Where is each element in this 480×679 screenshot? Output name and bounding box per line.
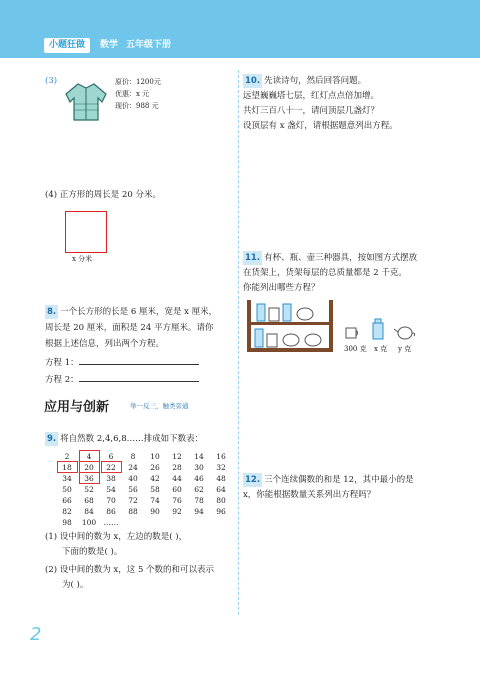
table-cell: 74 [150,496,160,505]
table-cell: 56 [128,485,138,494]
table-cell: 12 [172,452,182,461]
table-cell: 58 [150,485,160,494]
page-number: 2 [30,624,42,645]
table-cell: 68 [84,496,94,505]
teapot-icon [394,324,416,340]
weight-cup: 300 克 [344,345,367,353]
table-cell: 64 [216,485,226,494]
table-cell: 10 [150,452,160,461]
shelf-illustration [245,298,335,354]
table-cell: 38 [106,474,116,483]
header-badge: 小题狂做 [44,38,90,53]
table-cell: 4 [86,452,92,461]
table-cell: 72 [128,496,138,505]
q9-s1a: (1) 设中间的数为 x，左边的数是( )， [45,532,188,542]
q11-line1: 11. 有杯、瓶、壶三种器具，按如图方式摆放 [245,253,418,263]
q12-line1: 12. 三个连续偶数的和是 12，其中最小的是 [245,475,414,485]
q10-line4: 设顶层有 x 盏灯，请根据题意列出方程。 [243,121,398,131]
table-cell: 46 [194,474,204,483]
table-cell: 70 [106,496,116,505]
q8-eq1: 方程 1： [45,354,199,370]
table-cell: 92 [172,507,182,516]
table-cell: 18 [62,463,72,472]
table-cell: 34 [62,474,72,483]
section-subtitle: 举一反三，触类旁通 [130,402,189,410]
table-cell: 20 [84,463,94,472]
highlight-box [57,461,78,473]
table-cell: 90 [150,507,160,516]
table-cell: 14 [194,452,204,461]
table-cell: 44 [172,474,182,483]
highlight-box [101,461,122,473]
table-cell: 36 [84,474,94,483]
bottle-icon [372,318,384,340]
table-cell: 62 [194,485,204,494]
table-cell: 30 [194,463,204,472]
table-cell: 96 [216,507,226,516]
q11-line3: 你能列出哪些方程？ [243,283,320,293]
table-cell: 6 [108,452,114,461]
q9-text: 9. 将自然数 2,4,6,8……排成如下数表： [47,434,204,444]
q8-eq2: 方程 2： [45,371,199,387]
table-cell: 24 [128,463,138,472]
jacket-icon [62,80,110,122]
q8-line2: 周长是 20 厘米，面积是 24 平方厘米。请你 [45,323,214,333]
table-cell: 80 [216,496,226,505]
table-cell: 88 [128,507,138,516]
q3-now: 现价：988 元 [115,102,159,110]
header-title: 数学 五年级下册 [100,40,172,50]
table-cell: 26 [150,463,160,472]
weight-bottle: x 克 [374,345,388,353]
q4-label: (4) 正方形的周长是 20 分米。 [45,190,161,200]
q10-line2: 远望巍巍塔七层，红灯点点倍加增。 [243,91,380,101]
weight-teapot: y 克 [398,345,412,353]
table-cell: 2 [64,452,70,461]
table-cell: 52 [84,485,94,494]
table-cell: 40 [128,474,138,483]
table-cell: …… [103,518,119,527]
square-figure [65,211,107,253]
section-title: 应用与创新 [44,400,110,415]
table-cell: 42 [150,474,160,483]
table-cell: 86 [106,507,116,516]
q8-line3: 根据上述信息，列出两个方程。 [45,339,165,349]
table-cell: 22 [106,463,116,472]
q9-s2b: 为( )。 [62,580,89,590]
table-cell: 50 [62,485,72,494]
table-cell: 98 [62,518,72,527]
table-cell: 8 [130,452,136,461]
table-cell: 78 [194,496,204,505]
q11-line2: 在货架上，货架每层的总质量都是 2 千克。 [243,268,407,278]
highlight-box [79,472,100,484]
table-cell: 54 [106,485,116,494]
q3-price: 原价：1200元 [115,78,161,86]
table-cell: 94 [194,507,204,516]
table-cell: 48 [216,474,226,483]
q10-line3: 共灯三百八十一，请问顶层几盏灯？ [243,106,380,116]
cup-icon [344,326,360,340]
table-cell: 66 [62,496,72,505]
table-cell: 16 [216,452,226,461]
column-divider [238,70,239,615]
q4-side: x 分米 [72,255,93,263]
table-cell: 28 [172,463,182,472]
table-cell: 60 [172,485,182,494]
q8-line1: 8. 一个长方形的长是 6 厘米，宽是 x 厘米， [47,307,218,317]
q9-s1b: 下面的数是( )。 [62,547,123,557]
q3-label: (3) [45,76,58,86]
table-cell: 76 [172,496,182,505]
table-cell: 32 [216,463,226,472]
q10-line1: 10. 先读诗句，然后回答问题。 [245,76,367,86]
q3-discount: 优惠：x 元 [115,90,150,98]
table-cell: 100 [81,518,97,527]
q9-s2a: (2) 设中间的数为 x，这 5 个数的和可以表示 [45,565,215,575]
table-cell: 82 [62,507,72,516]
table-cell: 84 [84,507,94,516]
page-header [0,0,480,58]
q12-line2: x，你能根据数量关系列出方程吗？ [243,490,376,500]
